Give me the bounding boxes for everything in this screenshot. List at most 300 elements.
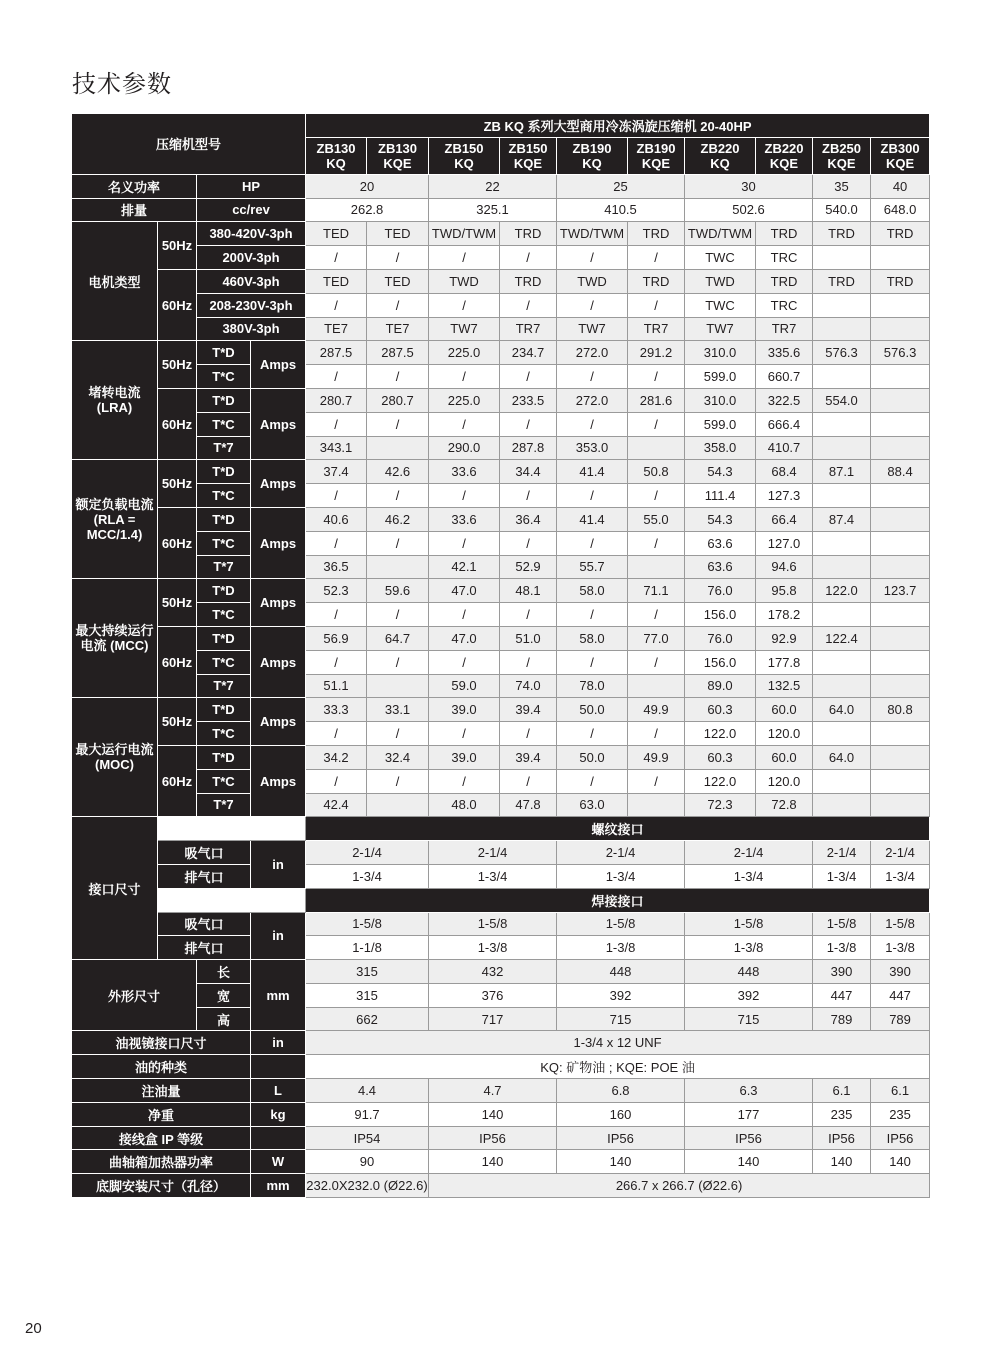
- frequency-label: 50Hz: [158, 579, 197, 627]
- table-cell: 64.0: [813, 698, 871, 722]
- table-cell: TRD: [756, 222, 813, 246]
- frequency-label: 50Hz: [158, 222, 197, 270]
- table-row: [72, 936, 930, 960]
- table-cell: 1-3/4: [871, 864, 930, 888]
- table-cell: 46.2: [367, 507, 429, 531]
- table-cell: 39.0: [429, 698, 500, 722]
- table-cell: 76.0: [685, 579, 756, 603]
- table-cell: /: [306, 246, 367, 270]
- table-row: [72, 1079, 930, 1103]
- table-cell: /: [628, 650, 685, 674]
- table-cell: /: [557, 650, 628, 674]
- table-cell: 25: [557, 174, 685, 198]
- connection-type-label: T*D: [197, 460, 251, 484]
- table-cell: TRD: [500, 222, 557, 246]
- table-cell: /: [500, 365, 557, 389]
- table-cell: 48.0: [429, 793, 500, 817]
- table-cell: 32.4: [367, 745, 429, 769]
- table-cell: 41.4: [557, 460, 628, 484]
- table-cell: [871, 555, 930, 579]
- row-label: 底脚安装尺寸（孔径）: [72, 1174, 251, 1198]
- table-row: [72, 293, 930, 317]
- table-cell: /: [557, 293, 628, 317]
- table-cell: /: [306, 365, 367, 389]
- table-cell: 76.0: [685, 626, 756, 650]
- table-cell: /: [628, 769, 685, 793]
- table-row: [72, 222, 930, 246]
- table-cell: 335.6: [756, 341, 813, 365]
- table-cell: 33.1: [367, 698, 429, 722]
- table-cell: 74.0: [500, 674, 557, 698]
- table-cell: TRC: [756, 293, 813, 317]
- table-cell: [813, 317, 871, 341]
- table-cell: 58.0: [557, 579, 628, 603]
- table-cell: 266.7 x 266.7 (Ø22.6): [429, 1174, 930, 1198]
- table-cell: /: [557, 365, 628, 389]
- unit-label: Amps: [251, 745, 306, 816]
- table-cell: 4.4: [306, 1079, 429, 1103]
- frequency-label: 50Hz: [158, 698, 197, 746]
- table-cell: TRD: [813, 222, 871, 246]
- table-cell: [813, 436, 871, 460]
- table-row: [72, 769, 930, 793]
- table-cell: 22: [429, 174, 557, 198]
- table-cell: 225.0: [429, 341, 500, 365]
- table-cell: 233.5: [500, 388, 557, 412]
- table-cell: 1-1/8: [306, 936, 429, 960]
- table-cell: /: [557, 412, 628, 436]
- frequency-label: 50Hz: [158, 460, 197, 508]
- table-cell: /: [500, 650, 557, 674]
- table-cell: 1-5/8: [685, 912, 813, 936]
- table-cell: /: [500, 484, 557, 508]
- table-cell: 502.6: [685, 198, 813, 222]
- table-cell: 63.0: [557, 793, 628, 817]
- table-cell: 2-1/4: [871, 841, 930, 865]
- table-cell: 662: [306, 1007, 429, 1031]
- connection-type-label: T*7: [197, 674, 251, 698]
- table-cell: /: [557, 603, 628, 627]
- table-cell: [813, 484, 871, 508]
- table-cell: TR7: [500, 317, 557, 341]
- table-cell: [628, 793, 685, 817]
- table-cell: 120.0: [756, 769, 813, 793]
- table-cell: 262.8: [306, 198, 429, 222]
- table-cell: 235: [813, 1102, 871, 1126]
- table-cell: 50.8: [628, 460, 685, 484]
- table-row: [72, 555, 930, 579]
- table-cell: 392: [685, 983, 813, 1007]
- table-cell: /: [500, 246, 557, 270]
- table-row: [72, 507, 930, 531]
- table-cell: /: [367, 531, 429, 555]
- table-cell: 120.0: [756, 722, 813, 746]
- table-cell: IP56: [685, 1126, 813, 1150]
- table-cell: 122.0: [685, 769, 756, 793]
- table-cell: 448: [685, 960, 813, 984]
- table-cell: [871, 436, 930, 460]
- table-cell: TW7: [429, 317, 500, 341]
- unit-label: in: [251, 912, 306, 960]
- unit-label: L: [251, 1079, 306, 1103]
- row-label: 最大运行电流 (MOC): [72, 698, 158, 817]
- table-cell: 6.3: [685, 1079, 813, 1103]
- table-row: [72, 317, 930, 341]
- table-cell: IP56: [557, 1126, 685, 1150]
- table-cell: 51.0: [500, 626, 557, 650]
- unit-label: W: [251, 1150, 306, 1174]
- model-name: ZB130 KQ: [306, 137, 367, 174]
- blank-cell: [158, 888, 306, 912]
- table-cell: 39.4: [500, 698, 557, 722]
- frequency-label: 60Hz: [158, 507, 197, 578]
- table-row: [72, 114, 930, 138]
- unit-label: Amps: [251, 698, 306, 746]
- connection-type-label: T*D: [197, 579, 251, 603]
- table-cell: /: [367, 603, 429, 627]
- unit-label: Amps: [251, 341, 306, 389]
- table-cell: 127.3: [756, 484, 813, 508]
- unit-label: in: [251, 1031, 306, 1055]
- table-cell: [871, 745, 930, 769]
- table-cell: TRD: [756, 269, 813, 293]
- table-row: [72, 626, 930, 650]
- table-cell: 1-3/8: [685, 936, 813, 960]
- table-cell: [367, 436, 429, 460]
- table-cell: /: [306, 484, 367, 508]
- table-cell: 272.0: [557, 388, 628, 412]
- table-cell: 280.7: [367, 388, 429, 412]
- table-cell: /: [628, 484, 685, 508]
- table-cell: 322.5: [756, 388, 813, 412]
- table-cell: [628, 436, 685, 460]
- table-cell: /: [557, 246, 628, 270]
- table-cell: [871, 365, 930, 389]
- blank-cell: [158, 817, 306, 841]
- connection-type-label: T*D: [197, 626, 251, 650]
- table-cell: 140: [685, 1150, 813, 1174]
- table-cell: /: [500, 293, 557, 317]
- table-cell: [871, 722, 930, 746]
- table-cell: [367, 674, 429, 698]
- unit-label: [251, 1126, 306, 1150]
- table-cell: 1-3/4: [429, 864, 557, 888]
- table-cell: 1-5/8: [813, 912, 871, 936]
- table-cell: 1-5/8: [557, 912, 685, 936]
- row-label: 堵转电流 (LRA): [72, 341, 158, 460]
- table-cell: TRD: [871, 269, 930, 293]
- table-cell: /: [429, 769, 500, 793]
- table-row: [72, 198, 930, 222]
- table-cell: 89.0: [685, 674, 756, 698]
- table-cell: 123.7: [871, 579, 930, 603]
- section-title: 焊接接口: [306, 888, 930, 912]
- table-row: [72, 412, 930, 436]
- table-cell: 178.2: [756, 603, 813, 627]
- table-cell: [871, 388, 930, 412]
- frequency-label: 60Hz: [158, 626, 197, 697]
- table-row: [72, 1007, 930, 1031]
- table-cell: 78.0: [557, 674, 628, 698]
- table-cell: 599.0: [685, 365, 756, 389]
- connection-type-label: T*C: [197, 769, 251, 793]
- table-cell: 122.0: [685, 722, 756, 746]
- table-cell: [813, 412, 871, 436]
- table-cell: 599.0: [685, 412, 756, 436]
- table-cell: /: [367, 412, 429, 436]
- table-row: [72, 745, 930, 769]
- model-name: ZB190 KQE: [628, 137, 685, 174]
- table-cell: [813, 365, 871, 389]
- table-cell: 48.1: [500, 579, 557, 603]
- connection-type-label: T*D: [197, 388, 251, 412]
- table-cell: 66.4: [756, 507, 813, 531]
- connection-type-label: T*C: [197, 412, 251, 436]
- unit-label: mm: [251, 960, 306, 1031]
- table-cell: TR7: [628, 317, 685, 341]
- table-cell: 111.4: [685, 484, 756, 508]
- table-cell: /: [429, 531, 500, 555]
- table-cell: 554.0: [813, 388, 871, 412]
- table-cell: 60.0: [756, 745, 813, 769]
- table-cell: /: [306, 293, 367, 317]
- unit-label: mm: [251, 1174, 306, 1198]
- table-row: [72, 1126, 930, 1150]
- dimension-label: 长: [197, 960, 251, 984]
- table-cell: TRD: [628, 269, 685, 293]
- table-cell: 177.8: [756, 650, 813, 674]
- unit-label: Amps: [251, 460, 306, 508]
- table-cell: 49.9: [628, 698, 685, 722]
- table-cell: 36.5: [306, 555, 367, 579]
- table-cell: 39.4: [500, 745, 557, 769]
- unit-label: Amps: [251, 579, 306, 627]
- connection-type-label: T*D: [197, 698, 251, 722]
- table-cell: 50.0: [557, 698, 628, 722]
- table-cell: 87.4: [813, 507, 871, 531]
- table-cell: 59.0: [429, 674, 500, 698]
- table-cell: 6.1: [813, 1079, 871, 1103]
- table-cell: /: [628, 412, 685, 436]
- table-cell: 54.3: [685, 507, 756, 531]
- dimension-label: 宽: [197, 983, 251, 1007]
- unit-label: in: [251, 841, 306, 889]
- table-cell: 59.6: [367, 579, 429, 603]
- table-cell: 140: [429, 1102, 557, 1126]
- table-cell: 42.1: [429, 555, 500, 579]
- table-cell: 140: [813, 1150, 871, 1174]
- table-cell: TW7: [557, 317, 628, 341]
- table-cell: [813, 674, 871, 698]
- table-cell: 410.7: [756, 436, 813, 460]
- unit-label: [251, 1055, 306, 1079]
- port-label: 吸气口: [158, 841, 251, 865]
- table-cell: 2-1/4: [685, 841, 813, 865]
- connection-type-label: T*C: [197, 531, 251, 555]
- table-cell: 77.0: [628, 626, 685, 650]
- unit-label: Amps: [251, 626, 306, 697]
- table-cell: [871, 246, 930, 270]
- table-cell: 290.0: [429, 436, 500, 460]
- table-cell: 576.3: [871, 341, 930, 365]
- frequency-label: 60Hz: [158, 388, 197, 459]
- row-label: 油视镜接口尺寸: [72, 1031, 251, 1055]
- table-row: [72, 460, 930, 484]
- table-cell: 343.1: [306, 436, 367, 460]
- table-cell: 2-1/4: [813, 841, 871, 865]
- table-cell: 72.8: [756, 793, 813, 817]
- row-label: 油的种类: [72, 1055, 251, 1079]
- table-cell: 56.9: [306, 626, 367, 650]
- table-cell: 576.3: [813, 341, 871, 365]
- table-cell: 94.6: [756, 555, 813, 579]
- row-label: 最大持续运行 电流 (MCC): [72, 579, 158, 698]
- port-label: 排气口: [158, 864, 251, 888]
- table-cell: 47.8: [500, 793, 557, 817]
- connection-type-label: T*D: [197, 745, 251, 769]
- table-cell: 92.9: [756, 626, 813, 650]
- series-title: ZB KQ 系列大型商用冷冻涡旋压缩机 20-40HP: [306, 114, 930, 138]
- table-cell: 20: [306, 174, 429, 198]
- frequency-label: 50Hz: [158, 341, 197, 389]
- voltage-label: 380V-3ph: [197, 317, 306, 341]
- table-row: [72, 960, 930, 984]
- connection-type-label: T*C: [197, 603, 251, 627]
- connection-type-label: T*7: [197, 436, 251, 460]
- connection-type-label: T*D: [197, 341, 251, 365]
- connection-type-label: T*7: [197, 555, 251, 579]
- table-cell: 51.1: [306, 674, 367, 698]
- table-row: [72, 365, 930, 389]
- table-cell: TWD/TWM: [557, 222, 628, 246]
- table-cell: [813, 555, 871, 579]
- table-cell: 72.3: [685, 793, 756, 817]
- table-cell: 225.0: [429, 388, 500, 412]
- row-label: 接口尺寸: [72, 817, 158, 960]
- table-row: [72, 246, 930, 270]
- table-cell: 33.6: [429, 460, 500, 484]
- row-label: 净重: [72, 1102, 251, 1126]
- table-cell: 35: [813, 174, 871, 198]
- table-cell: 37.4: [306, 460, 367, 484]
- model-header: 压缩机型号: [72, 114, 306, 175]
- table-cell: 55.0: [628, 507, 685, 531]
- table-cell: 39.0: [429, 745, 500, 769]
- table-cell: /: [500, 412, 557, 436]
- table-cell: [813, 650, 871, 674]
- table-cell: [813, 246, 871, 270]
- table-cell: /: [500, 722, 557, 746]
- table-row: [72, 1031, 930, 1055]
- table-cell: [367, 793, 429, 817]
- table-cell: 156.0: [685, 650, 756, 674]
- row-label: 电机类型: [72, 222, 158, 341]
- table-cell: 40.6: [306, 507, 367, 531]
- table-cell: /: [429, 722, 500, 746]
- table-cell: TWD: [557, 269, 628, 293]
- table-row: [72, 841, 930, 865]
- table-cell: 1-3/8: [871, 936, 930, 960]
- table-row: [72, 983, 930, 1007]
- table-cell: 358.0: [685, 436, 756, 460]
- voltage-label: 460V-3ph: [197, 269, 306, 293]
- table-cell: /: [628, 531, 685, 555]
- table-cell: TWC: [685, 293, 756, 317]
- table-cell: 448: [557, 960, 685, 984]
- table-cell: 717: [429, 1007, 557, 1031]
- table-cell: [871, 412, 930, 436]
- table-cell: 63.6: [685, 555, 756, 579]
- table-cell: 40: [871, 174, 930, 198]
- row-label: 额定负载电流 (RLA = MCC/1.4): [72, 460, 158, 579]
- table-cell: /: [500, 531, 557, 555]
- unit-label: Amps: [251, 388, 306, 459]
- table-cell: 325.1: [429, 198, 557, 222]
- table-cell: TRD: [813, 269, 871, 293]
- table-cell: /: [557, 531, 628, 555]
- table-cell: /: [557, 484, 628, 508]
- table-cell: 2-1/4: [306, 841, 429, 865]
- table-cell: /: [367, 246, 429, 270]
- connection-type-label: T*D: [197, 507, 251, 531]
- table-row: [72, 1102, 930, 1126]
- table-cell: 95.8: [756, 579, 813, 603]
- table-cell: TRD: [871, 222, 930, 246]
- table-cell: 1-3/8: [429, 936, 557, 960]
- table-cell: 177: [685, 1102, 813, 1126]
- table-cell: 287.5: [367, 341, 429, 365]
- table-cell: [871, 793, 930, 817]
- table-cell: 232.0X232.0 (Ø22.6): [306, 1174, 429, 1198]
- table-cell: 140: [871, 1150, 930, 1174]
- table-cell: 47.0: [429, 579, 500, 603]
- connection-type-label: T*C: [197, 365, 251, 389]
- table-cell: IP56: [429, 1126, 557, 1150]
- table-cell: 353.0: [557, 436, 628, 460]
- table-cell: 68.4: [756, 460, 813, 484]
- table-row: [72, 674, 930, 698]
- table-cell: 234.7: [500, 341, 557, 365]
- table-cell: 660.7: [756, 365, 813, 389]
- table-cell: /: [306, 769, 367, 793]
- table-cell: TW7: [685, 317, 756, 341]
- table-cell: /: [500, 769, 557, 793]
- table-row: [72, 793, 930, 817]
- model-name: ZB150 KQ: [429, 137, 500, 174]
- table-cell: TR7: [756, 317, 813, 341]
- table-cell: /: [557, 722, 628, 746]
- table-cell: /: [628, 365, 685, 389]
- voltage-label: 380-420V-3ph: [197, 222, 306, 246]
- table-cell: /: [500, 603, 557, 627]
- table-cell: 156.0: [685, 603, 756, 627]
- table-row: [72, 912, 930, 936]
- table-cell: 315: [306, 983, 429, 1007]
- table-cell: 140: [557, 1150, 685, 1174]
- section-title: 螺纹接口: [306, 817, 930, 841]
- table-cell: 52.3: [306, 579, 367, 603]
- table-row: [72, 603, 930, 627]
- row-label: 接线盒 IP 等级: [72, 1126, 251, 1150]
- table-cell: TED: [306, 222, 367, 246]
- table-cell: 60.0: [756, 698, 813, 722]
- table-cell: 666.4: [756, 412, 813, 436]
- table-cell: [871, 484, 930, 508]
- connection-type-label: T*7: [197, 793, 251, 817]
- table-cell: TRD: [500, 269, 557, 293]
- table-row: [72, 531, 930, 555]
- table-cell: TWC: [685, 246, 756, 270]
